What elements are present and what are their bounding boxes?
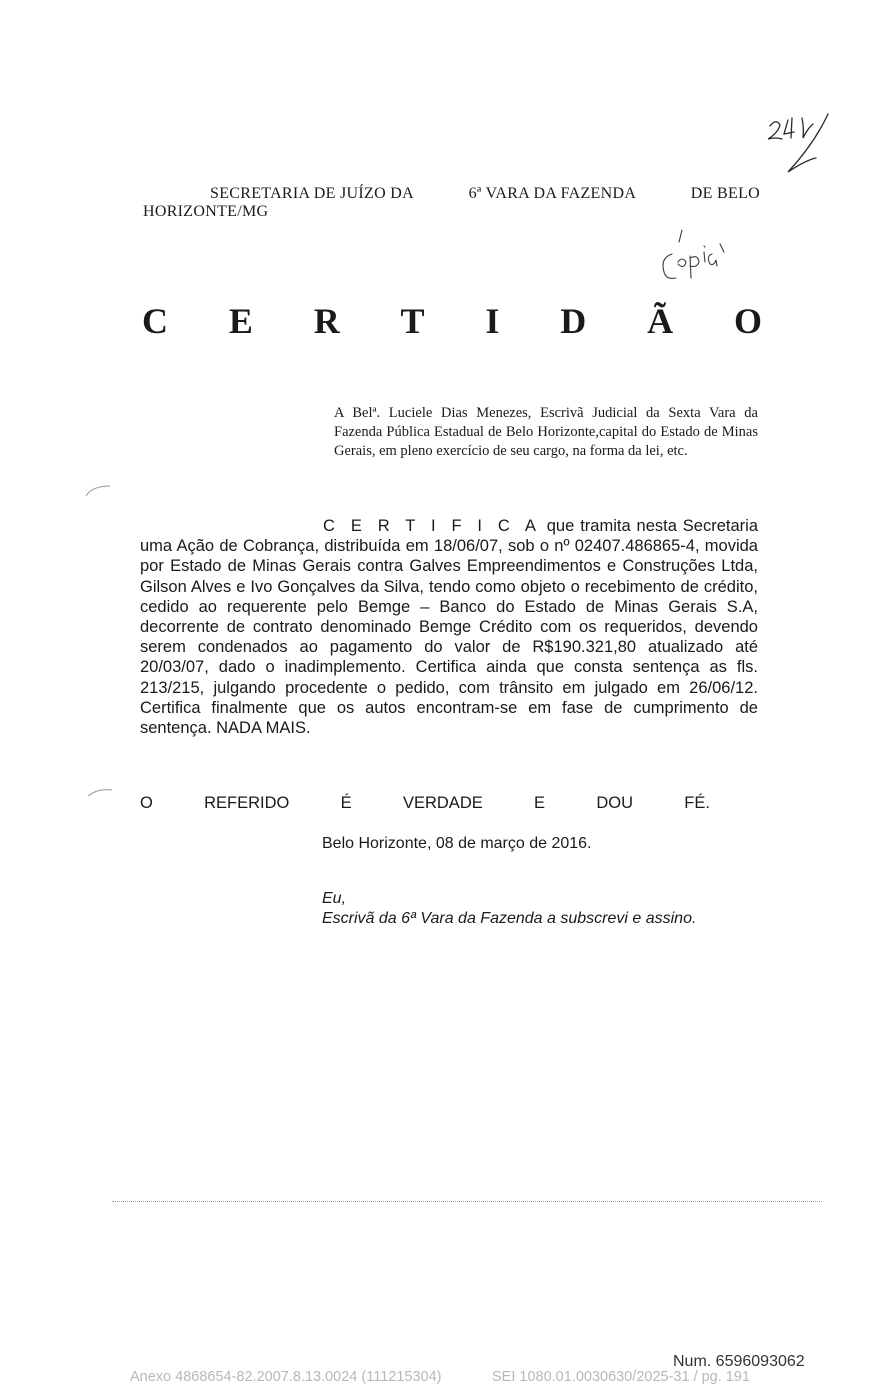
court-header-line1 <box>210 185 760 203</box>
annex-reference: Anexo 4868654-82.2007.8.13.0024 (111215304) <box>130 1369 442 1385</box>
divider <box>112 1201 822 1202</box>
certifica-word: C E R T I F I C A <box>323 517 541 535</box>
margin-mark <box>84 480 114 500</box>
closing-word: O <box>140 794 153 812</box>
closing-word: VERDADE <box>402 794 483 812</box>
title-letter: T <box>400 301 425 341</box>
header-part: DE BELO <box>690 185 760 202</box>
closing-statement <box>140 794 710 813</box>
court-header-line2: HORIZONTE/MG <box>143 203 269 220</box>
document-title <box>142 300 762 342</box>
signature-eu: Eu, <box>322 890 347 907</box>
title-letter: I <box>485 301 500 341</box>
closing-word: E <box>534 794 546 812</box>
certification-body <box>140 516 758 738</box>
date-line: Belo Horizonte, 08 de março de 2016. <box>322 835 592 852</box>
title-letter: C <box>142 301 168 341</box>
header-part: SECRETARIA DE JUÍZO DA <box>210 185 414 202</box>
header-part: 6ª VARA DA FAZENDA <box>468 185 637 202</box>
handwritten-copia <box>656 226 736 286</box>
handwritten-page-number <box>762 112 842 184</box>
closing-word: É <box>340 794 352 812</box>
title-letter: O <box>733 301 762 341</box>
document-number: Num. 6596093062 <box>673 1353 805 1370</box>
closing-word: REFERIDO <box>204 794 290 812</box>
certification-text: que tramita nesta Secretaria uma Ação de Cobrança, distribuída em 18/06/07, sob o nº 02407.486865-4, movida por Estado de Minas Gerais contra Galves Empreendimentos e Construções Ltda, Gilson Alves e Ivo Gonçalves da Silva, tendo como objeto o recebimento de crédito, cedido ao requerente pelo Bemge – Banco do Estado de Minas Gerais S.A, decorrente de contrato denominado Bemge Crédito com os requeridos, devendo serem condenados ao pagamento do valor de R$190.321,80 atualizado até 20/03/07, dado o inadimplemento. Certifica ainda que consta sentença as fls. 213/215, julgando procedente o pedido, com trânsito em julgado em 26/06/12. Certifica finalmente que os autos encontram-se em fase de cumprimento de sentença. NADA MAIS. <box>140 517 758 738</box>
closing-word: FÉ. <box>684 794 710 812</box>
signature-escriva: Escrivã da 6ª Vara da Fazenda a subscrevi e assino. <box>322 910 697 927</box>
title-letter: Ã <box>647 301 674 341</box>
title-letter: D <box>560 301 587 341</box>
intro-paragraph: A Belª. Luciele Dias Menezes, Escrivã Judicial da Sexta Vara da Fazenda Pública Estadual de Belo Horizonte,capital do Estado de Minas Gerais, em pleno exercício de seu cargo, na forma da lei, etc. <box>334 405 758 459</box>
title-letter: R <box>313 301 340 341</box>
sei-reference: SEI 1080.01.0030630/2025-31 / pg. 191 <box>492 1369 750 1385</box>
closing-word: DOU <box>596 794 633 812</box>
margin-mark <box>86 784 116 800</box>
title-letter: E <box>228 301 253 341</box>
